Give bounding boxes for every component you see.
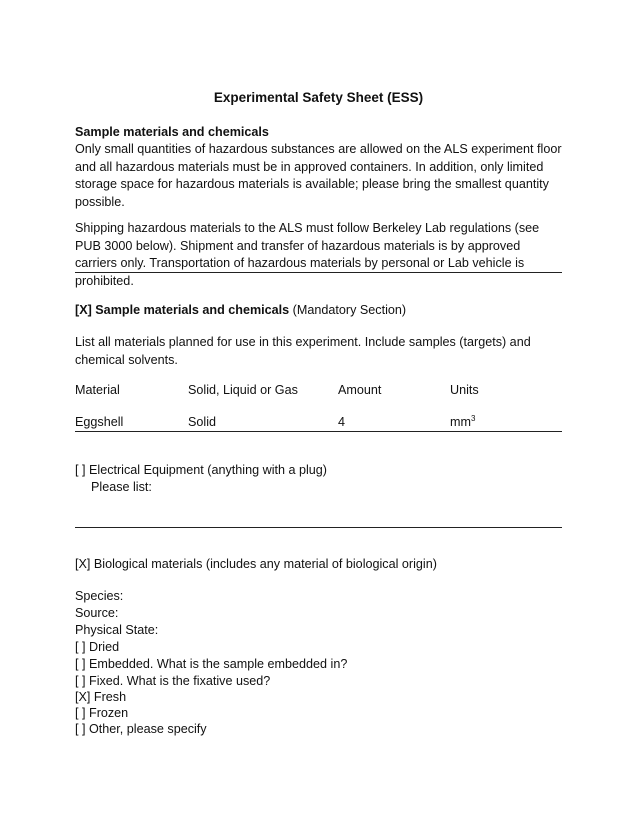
species-label: Species: [75, 589, 124, 603]
sample-section-instructions: List all materials planned for use in this experiment. Include samples (targets) and chemical solvents. [75, 335, 531, 367]
option-other: [ ] Other, please specify [75, 722, 207, 736]
option-frozen: [ ] Frozen [75, 706, 129, 720]
option-fresh: [X] Fresh [75, 690, 127, 704]
cell-units-superscript: 3 [470, 413, 476, 423]
page-title: Experimental Safety Sheet (ESS) [213, 90, 424, 105]
biological-materials-label: [X] Biological materials (includes any material of biological origin) [75, 557, 437, 571]
electrical-list-prompt: Please list: [91, 480, 152, 494]
intro-paragraph-2: Shipping hazardous materials to the ALS must follow Berkeley Lab regulations (see PUB 3000 below). Shipment and transfer of hazardous materials is by approved carriers only. Transportation of hazardous materials by personal or Lab vehicle is prohibited. [75, 221, 540, 288]
cell-state: Solid [188, 415, 217, 429]
column-header-state: Solid, Liquid or Gas [188, 383, 298, 397]
intro-heading: Sample materials and chemicals [75, 125, 269, 139]
sample-section-heading-bold: [X] Sample materials and chemicals [75, 303, 290, 317]
option-fixed: [ ] Fixed. What is the fixative used? [75, 674, 271, 688]
electrical-list-line [75, 527, 562, 528]
table-bottom-rule [75, 431, 562, 432]
intro-paragraph-1: Only small quantities of hazardous substances are allowed on the ALS experiment floor and all hazardous materials must be in approved containers. In addition, only limited storage space for hazardous materials is available; please bring the smallest quantity possible. [75, 142, 562, 209]
column-header-material: Material [75, 383, 120, 397]
source-label: Source: [75, 606, 119, 620]
option-embedded: [ ] Embedded. What is the sample embedded in? [75, 657, 348, 671]
electrical-equipment-checkbox-label: [ ] Electrical Equipment (anything with a plug) [75, 463, 327, 477]
column-header-amount: Amount [338, 383, 382, 397]
column-header-units: Units [450, 383, 479, 397]
sample-section-heading-note: (Mandatory Section) [289, 303, 407, 317]
cell-units-base: mm [450, 415, 471, 429]
cell-units [450, 413, 475, 431]
cell-amount: 4 [338, 415, 346, 429]
physical-state-label: Physical State: [75, 623, 159, 637]
materials-table-header [75, 381, 562, 399]
option-dried: [ ] Dried [75, 640, 120, 654]
table-row [75, 413, 562, 431]
sample-section-heading [75, 302, 562, 320]
cell-material: Eggshell [75, 415, 124, 429]
section-divider [75, 272, 562, 273]
